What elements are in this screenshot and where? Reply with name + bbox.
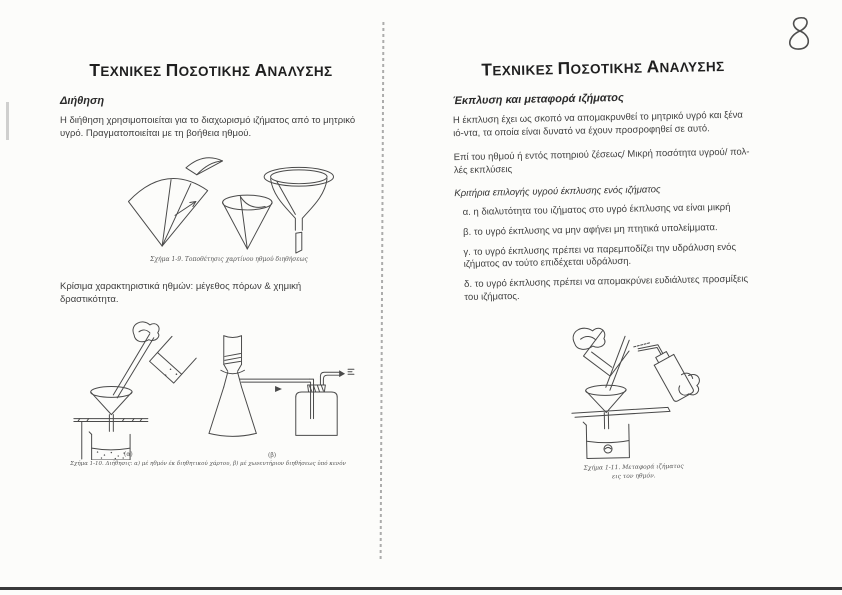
left-paragraph-2: Κρίσιμα χαρακτηριστικά ηθμών: μέγεθος πόρων & χημική δραστικότητα. [60, 280, 302, 306]
left-page-title: ΤΕΧΝΙΚΕΣ ΠΟΣΟΤΙΚΗΣ ΑΝΑΛΥΣΗΣ [89, 60, 333, 80]
right-page [452, 54, 762, 484]
handwritten-page-number [778, 14, 824, 54]
right-paragraph-2: Επί του ηθμού ή εντός ποτηριού ζέσεως/ Μικρή ποσότητα υγρού/ πολ-λές εκπλύσεις [453, 146, 750, 177]
right-paragraph-1: Η έκπλυση έχει ως σκοπό να απομακρυνθεί το μητρικό υγρό και ξένα ιό-ντα, τα οποία είναι δυνατό να έχουν προσροφηθεί σε αυτό. [452, 109, 743, 140]
figure-filtration-setups [60, 317, 356, 468]
criterion-b: β. το υγρό έκπλυσης να μην αφήνει μη πτητικά υπολείμματα. [463, 221, 718, 238]
criteria-heading: Κριτήρια επιλογής υγρού έκπλυσης ενός ιζήματος [454, 184, 661, 200]
criterion-d: δ. το υγρό έκπλυσης πρέπει να απομακρύνει ευδιάλυτες προσμίξεις του ιζήματος. [464, 273, 749, 303]
book-spine-fold-line [380, 22, 385, 562]
figure-filter-paper-folding [122, 151, 336, 264]
filter-paper-folding-illustration [122, 151, 336, 255]
figure-1-10-label-b: (β) [268, 452, 277, 460]
left-paragraph-1: Η διήθηση χρησιμοποιείται για το διαχωρισμό ιζήματος από το μητρικό υγρό. Πραγματοποιείται με τη βοήθεια ηθμού. [60, 115, 356, 140]
figure-1-11-caption-line2: εις τον ηθμόν. [611, 472, 656, 481]
figure-1-10-label-a: (α) [124, 451, 133, 459]
figure-1-11-caption-line1: Σχήμα 1-11. Μεταφορά ιζήματος [583, 462, 684, 472]
right-section-heading: Έκπλυση και μεταφορά ιζήματος [452, 91, 624, 108]
figure-precipitate-transfer [545, 314, 720, 482]
handwritten-8-glyph [778, 14, 824, 54]
left-page [60, 60, 362, 468]
precipitate-transfer-illustration [545, 314, 720, 464]
figure-1-9-caption: Σχήμα 1-9. Τοποθέτησις χαρτίνου ηθμού διηθήσεως [150, 255, 308, 263]
figure-1-10-caption: Σχήμα 1-10. Διήθησις: α) μέ ηθμόν έκ διηθητικού χάρτου, β) μέ χωνευτήριον διηθήσεως ὑπό κενόν [70, 460, 346, 467]
scan-edge-smudge [6, 102, 9, 140]
right-page-title: ΤΕΧΝΙΚΕΣ ΠΟΣΟΤΙΚΗΣ ΑΝΑΛΥΣΗΣ [481, 56, 725, 80]
scan-bottom-edge [0, 587, 842, 590]
criterion-a: α. η διαλυτότητα του ιζήματος στο υγρό έκπλυσης να είναι μικρή [462, 201, 731, 218]
left-section-heading: Διήθηση [60, 95, 105, 107]
criterion-c: γ. το υγρό έκπλυσης πρέπει να παρεμποδίζει την υδράλυση ενός ιζήματος αν τούτο επιδέχεται υδράλυση. [463, 241, 737, 271]
filtration-setups-illustration [60, 317, 356, 460]
